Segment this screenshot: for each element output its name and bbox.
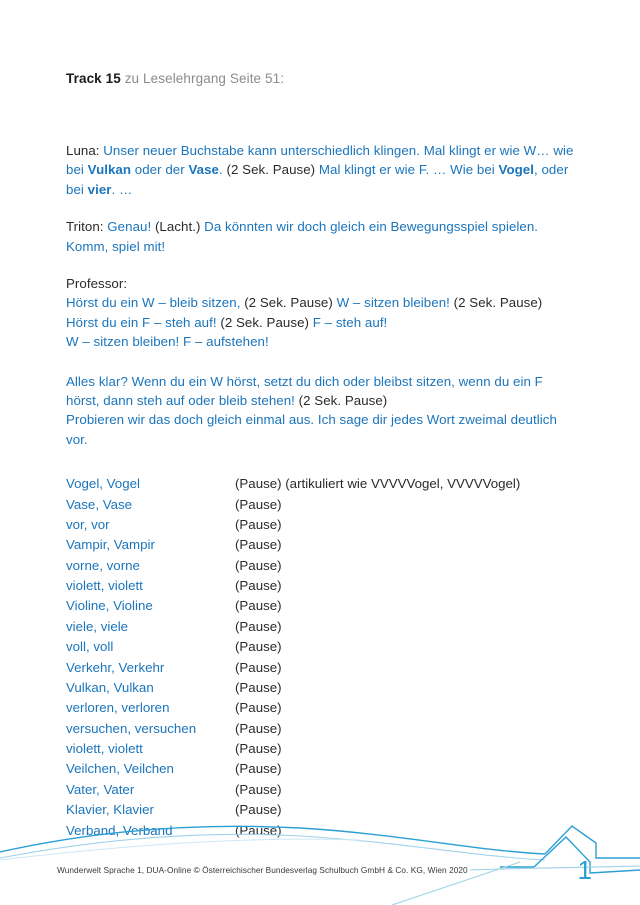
page-title bbox=[66, 70, 574, 89]
pause-cell: (Pause) bbox=[235, 761, 282, 777]
word-cell: Violine, Violine bbox=[66, 598, 153, 614]
luna-mid-3: Mal klingt er wie F. … Wie bei bbox=[315, 162, 499, 178]
pause-cell: (Pause) bbox=[235, 516, 282, 532]
word-cell: versuchen, versuchen bbox=[66, 720, 197, 736]
pause-cell: (Pause) bbox=[235, 578, 282, 594]
professor-line-2b: F – steh auf! bbox=[309, 314, 388, 330]
pause-label: (Pause) bbox=[235, 476, 282, 492]
speaker-name-triton: Triton: bbox=[66, 219, 104, 235]
professor-pause-a: (2 Sek. Pause) bbox=[244, 295, 333, 311]
luna-mid-1: oder der bbox=[131, 162, 189, 178]
instructions-part-2: Probieren wir das doch gleich einmal aus. Ich sage dir jedes Wort zweimal deutlich vor. bbox=[66, 412, 557, 447]
luna-bold-vase: Vase bbox=[188, 162, 219, 178]
game-instructions bbox=[66, 372, 574, 450]
pause-cell: (Pause) bbox=[235, 537, 282, 553]
word-practice-list bbox=[66, 475, 520, 842]
table-row bbox=[66, 557, 520, 577]
luna-mid-4: , oder bei bbox=[66, 162, 569, 197]
word-cell: Vampir, Vampir bbox=[66, 537, 155, 553]
word-cell: viele, viele bbox=[66, 618, 129, 634]
table-row bbox=[66, 740, 520, 760]
luna-bold-vogel: Vogel bbox=[498, 162, 534, 178]
document-content bbox=[66, 70, 574, 842]
word-cell: Vase, Vase bbox=[66, 496, 133, 512]
luna-mid-2: . bbox=[219, 162, 227, 178]
table-row bbox=[66, 679, 520, 699]
luna-bold-vier: vier bbox=[87, 181, 112, 197]
professor-pause-c: (2 Sek. Pause) bbox=[220, 314, 309, 330]
instructions-part-1: Alles klar? Wenn du ein W hörst, setzt du dich oder bleibst sitzen, wenn du ein F hörst, dann steh auf oder bleib stehen! bbox=[66, 373, 543, 408]
table-row bbox=[66, 577, 520, 597]
speaker-name-professor: Professor: bbox=[66, 275, 128, 291]
pause-cell bbox=[235, 475, 520, 495]
word-cell: Vater, Vater bbox=[66, 781, 135, 797]
speaker-name-luna: Luna: bbox=[66, 142, 100, 158]
pause-cell: (Pause) bbox=[235, 822, 282, 838]
track-label: Track 15 bbox=[66, 71, 121, 86]
pause-cell: (Pause) bbox=[235, 639, 282, 655]
table-row bbox=[66, 475, 520, 495]
word-cell: voll, voll bbox=[66, 639, 114, 655]
track-reference: zu Leselehrgang Seite 51: bbox=[120, 71, 285, 86]
pause-cell: (Pause) bbox=[235, 557, 282, 573]
word-cell: vorne, vorne bbox=[66, 557, 140, 573]
instructions-pause: (2 Sek. Pause) bbox=[298, 392, 388, 408]
pause-cell: (Pause) bbox=[235, 700, 282, 716]
dialogue-luna bbox=[66, 141, 574, 199]
table-row bbox=[66, 822, 520, 842]
luna-end: . … bbox=[111, 181, 133, 197]
luna-pause-1: (2 Sek. Pause) bbox=[226, 162, 316, 178]
table-row bbox=[66, 496, 520, 516]
page-number: 1 bbox=[577, 855, 592, 885]
copyright-credit: Wunderwelt Sprache 1, DUA-Online © Österreichischer Bundesverlag Schulbuch GmbH & Co. KG, Wien 2020 bbox=[57, 865, 468, 875]
word-cell: Vogel, Vogel bbox=[66, 476, 140, 492]
luna-bold-vulkan: Vulkan bbox=[87, 162, 132, 178]
pause-cell: (Pause) bbox=[235, 618, 282, 634]
table-row bbox=[66, 699, 520, 719]
pause-cell: (Pause) bbox=[235, 659, 282, 675]
articulation-note: (artikuliert wie VVVVVogel, VVVVVogel) bbox=[281, 476, 521, 492]
dialogue-professor bbox=[66, 274, 574, 352]
word-cell: verloren, verloren bbox=[66, 700, 170, 716]
word-cell: Veilchen, Veilchen bbox=[66, 761, 174, 777]
word-cell: Klavier, Klavier bbox=[66, 802, 154, 818]
pause-cell: (Pause) bbox=[235, 802, 282, 818]
word-cell: Verband, Verband bbox=[66, 822, 173, 838]
dialogue-triton bbox=[66, 217, 574, 256]
table-row bbox=[66, 659, 520, 679]
professor-line-1b: W – sitzen bleiben! bbox=[332, 295, 454, 311]
pause-cell: (Pause) bbox=[235, 496, 282, 512]
word-list-body bbox=[66, 475, 520, 842]
professor-line-3: W – sitzen bleiben! F – aufstehen! bbox=[66, 334, 269, 350]
table-row bbox=[66, 801, 520, 821]
table-row bbox=[66, 536, 520, 556]
triton-part-1: Genau! bbox=[103, 219, 155, 235]
word-cell: violett, violett bbox=[66, 578, 143, 594]
table-row bbox=[66, 618, 520, 638]
professor-pause-b: (2 Sek. Pause) bbox=[453, 295, 543, 311]
word-cell: vor, vor bbox=[66, 516, 110, 532]
table-row bbox=[66, 781, 520, 801]
table-row bbox=[66, 720, 520, 740]
table-row bbox=[66, 638, 520, 658]
word-cell: Vulkan, Vulkan bbox=[66, 679, 154, 695]
triton-stage-direction: (Lacht.) bbox=[154, 219, 201, 235]
pause-cell: (Pause) bbox=[235, 598, 282, 614]
table-row bbox=[66, 516, 520, 536]
pause-cell: (Pause) bbox=[235, 781, 282, 797]
word-cell: violett, violett bbox=[66, 741, 143, 757]
word-cell: Verkehr, Verkehr bbox=[66, 659, 165, 675]
pause-cell: (Pause) bbox=[235, 741, 282, 757]
table-row bbox=[66, 760, 520, 780]
pause-cell: (Pause) bbox=[235, 679, 282, 695]
pause-cell: (Pause) bbox=[235, 720, 282, 736]
professor-line-2a: Hörst du ein F – steh auf! bbox=[66, 314, 221, 330]
lower-wave-line bbox=[470, 866, 640, 870]
triton-part-2: Da könnten wir doch gleich ein Bewegungsspiel spielen. Komm, spiel mit! bbox=[66, 219, 539, 254]
faint-wave-line bbox=[0, 839, 360, 860]
table-row bbox=[66, 597, 520, 617]
professor-line-1a: Hörst du ein W – bleib sitzen, bbox=[66, 295, 245, 311]
luna-line-1: Unser neuer Buchstabe kann unterschiedlich klingen. Mal klingt er wie W… wie bei bbox=[66, 142, 574, 178]
